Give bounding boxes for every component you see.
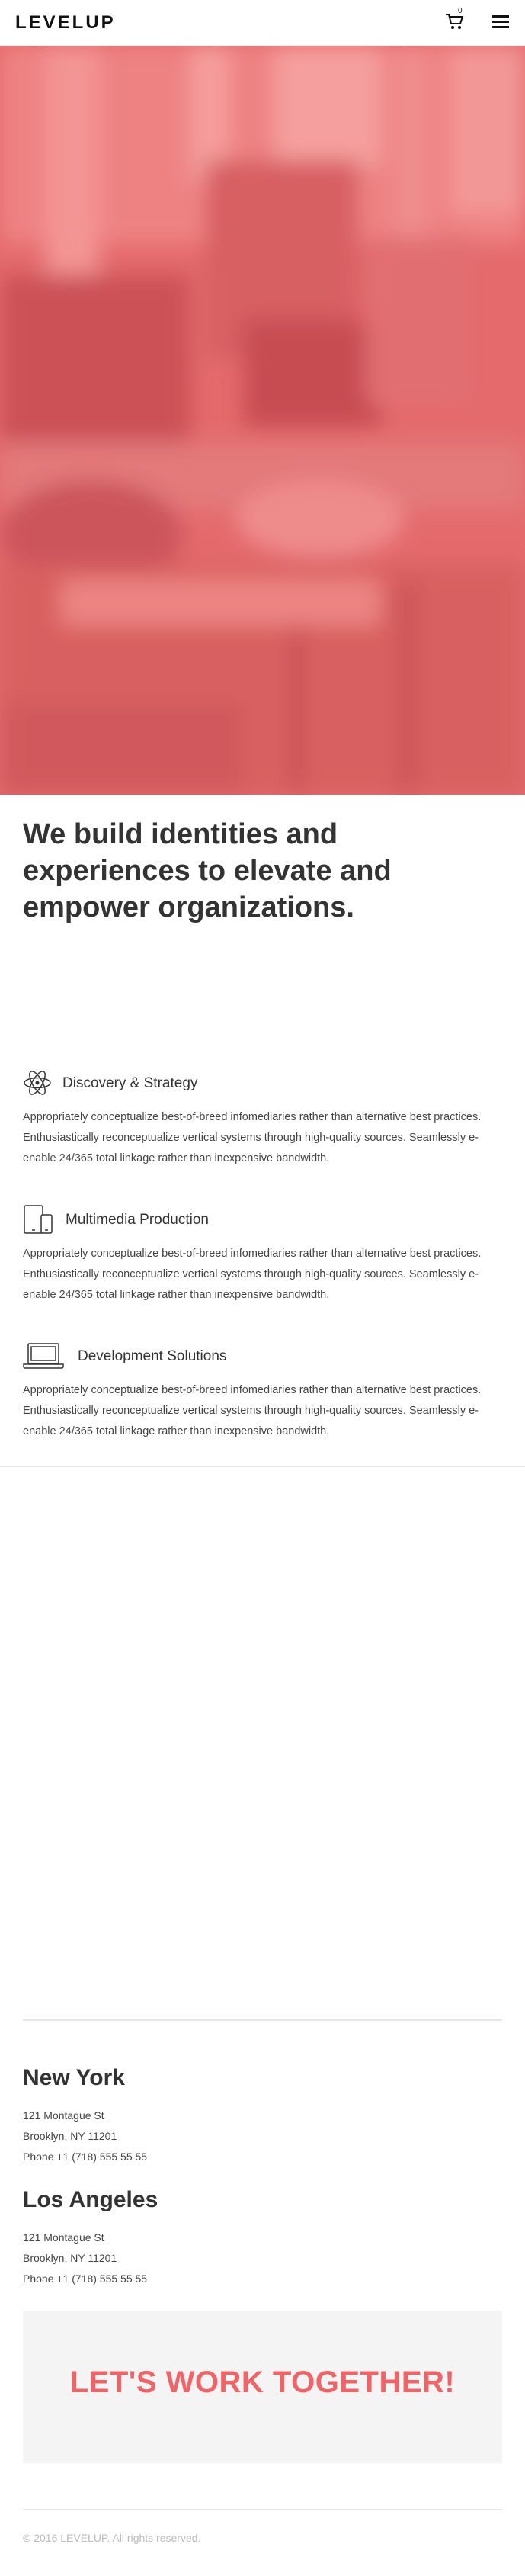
office-city-new-york: New York	[23, 2065, 125, 2090]
office-street: 121 Montague St	[23, 2109, 104, 2122]
site-logo[interactable]: LEVELUP	[15, 12, 116, 33]
service-title: Development Solutions	[78, 1348, 227, 1364]
office-locality: Brooklyn, NY 11201	[23, 2130, 117, 2142]
office-phone[interactable]: Phone +1 (718) 555 55 55	[23, 2150, 148, 2163]
site-header	[0, 0, 525, 46]
service-title: Multimedia Production	[66, 1212, 209, 1228]
footer-divider	[23, 2509, 502, 2510]
section-divider	[23, 2019, 502, 2021]
devices-icon	[23, 1204, 55, 1235]
hamburger-menu-icon[interactable]	[492, 15, 509, 29]
service-title: Discovery & Strategy	[62, 1075, 198, 1091]
office-phone[interactable]: Phone +1 (718) 555 55 55	[23, 2272, 148, 2285]
footer-copyright: © 2016 LEVELUP. All rights reserved.	[23, 2532, 201, 2544]
office-locality: Brooklyn, NY 11201	[23, 2252, 117, 2264]
cta-banner[interactable]	[23, 2311, 502, 2463]
page-tagline: We build identities and experiences to elevate and empower organizations.	[23, 818, 392, 923]
cart-count-badge: 0	[458, 7, 463, 15]
service-description: Appropriately conceptualize best-of-breed infomediaries rather than alternative best practices. Enthusiastically reconceptualize vertical systems through high-quality sources. Seamlessly e-enable 24/365 total linkage rather than inexpensive bandwidth.	[23, 1111, 482, 1164]
service-description: Appropriately conceptualize best-of-breed infomediaries rather than alternative best practices. Enthusiastically reconceptualize vertical systems through high-quality sources. Seamlessly e-enable 24/365 total linkage rather than inexpensive bandwidth.	[23, 1384, 482, 1437]
office-street: 121 Montague St	[23, 2231, 104, 2244]
cta-heading[interactable]: LET'S WORK TOGETHER!	[69, 2366, 456, 2399]
atom-icon	[23, 1068, 55, 1098]
service-description: Appropriately conceptualize best-of-breed infomediaries rather than alternative best practices. Enthusiastically reconceptualize vertical systems through high-quality sources. Seamlessly e-enable 24/365 total linkage rather than inexpensive bandwidth.	[23, 1248, 482, 1301]
office-city-los-angeles: Los Angeles	[23, 2187, 158, 2212]
section-divider	[0, 1466, 525, 1467]
hero-image	[0, 46, 525, 795]
laptop-icon	[23, 1341, 64, 1371]
